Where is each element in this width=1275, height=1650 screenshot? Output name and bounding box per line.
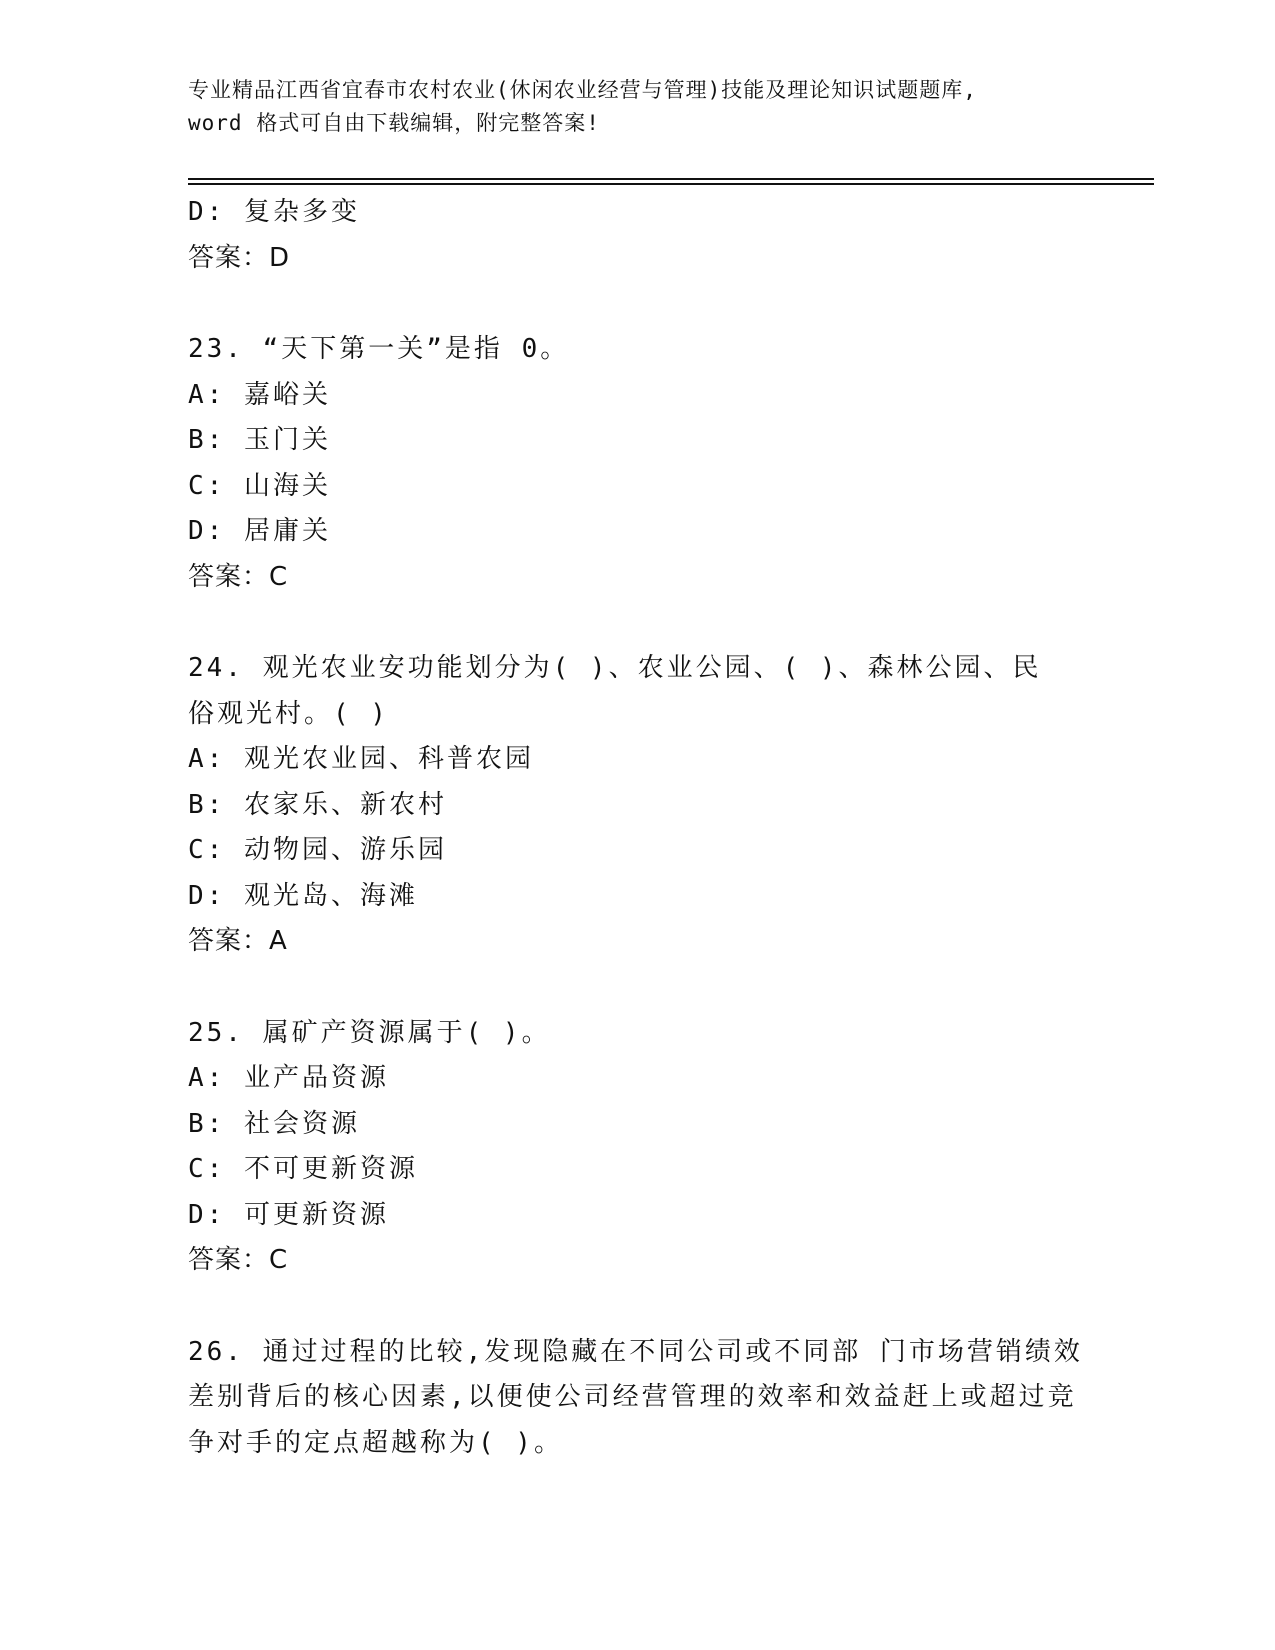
question-26-text-line1: 26. 通过过程的比较,发现隐藏在不同公司或不同部 门市场营销绩效: [188, 1336, 1083, 1367]
question-24-option-a: A: 观光农业园、科普农园: [188, 744, 534, 774]
question-24-text-line1: 24. 观光农业安功能划分为( )、农业公园、( )、森林公园、民: [188, 653, 1042, 683]
header-divider-bottom: [188, 183, 1154, 185]
question-23-answer: 答案：C: [188, 561, 289, 592]
question-23-text: 23. “天下第一关”是指 0。: [188, 334, 570, 364]
question-24-option-c: C: 动物园、游乐园: [188, 835, 447, 865]
prev-answer: 答案：D: [188, 242, 291, 273]
question-23-option-d: D: 居庸关: [188, 516, 331, 546]
prev-option-d: D: 复杂多变: [188, 197, 360, 227]
question-24-answer: 答案：A: [188, 926, 288, 956]
question-24-option-d: D: 观光岛、海滩: [188, 880, 418, 911]
question-23-option-b: B: 玉门关: [188, 425, 331, 455]
question-24-option-b: B: 农家乐、新农村: [188, 789, 447, 820]
question-25-text: 25. 属矿产资源属于( )。: [188, 1017, 551, 1048]
question-24-text-line2: 俗观光村。( ): [188, 698, 389, 729]
document-header: [188, 74, 1088, 140]
question-25-option-b: B: 社会资源: [188, 1108, 360, 1139]
spacer: [188, 965, 1088, 1011]
header-title-line1: 专业精品江西省宜春市农村农业(休闲农业经营与管理)技能及理论知识试题题库,: [188, 78, 977, 102]
question-26-text-line3: 争对手的定点超越称为( )。: [188, 1427, 563, 1458]
question-25-option-c: C: 不可更新资源: [188, 1154, 418, 1184]
question-23-option-c: C: 山海关: [188, 470, 331, 501]
spacer: [188, 1284, 1088, 1330]
question-23-option-a: A: 嘉峪关: [188, 379, 331, 410]
spacer: [188, 281, 1088, 327]
question-25-option-d: D: 可更新资源: [188, 1199, 389, 1230]
question-26-text-line2: 差别背后的核心因素,以便使公司经营管理的效率和效益赶上或超过竞: [188, 1382, 1077, 1412]
header-divider-top: [188, 178, 1154, 180]
spacer: [188, 600, 1088, 646]
header-title-line2: word 格式可自由下载编辑，附完整答案!: [188, 111, 600, 135]
question-25-answer: 答案：C: [188, 1245, 289, 1275]
question-content: [188, 190, 1088, 1466]
question-25-option-a: A: 业产品资源: [188, 1063, 389, 1093]
